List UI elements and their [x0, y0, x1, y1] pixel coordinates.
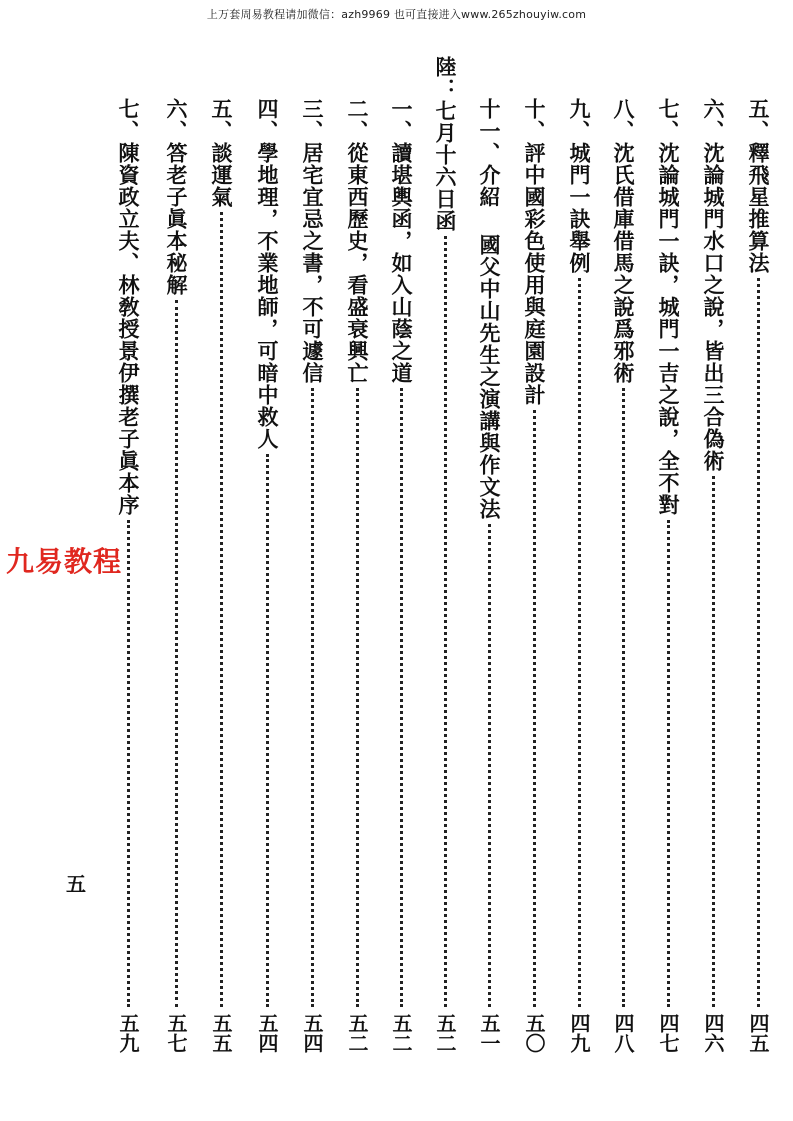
- toc-entry: [161, 98, 191, 1053]
- toc-page-ref: 四七: [656, 1013, 680, 1053]
- watermark-logo: 九易教程: [6, 545, 123, 578]
- toc-page-ref: 五一: [477, 1013, 501, 1053]
- toc-entry-title: 十一、介紹 國父中山先生之演講與作文法: [477, 98, 502, 520]
- dot-leader: [712, 476, 715, 1007]
- toc-page-ref: 四六: [701, 1013, 725, 1053]
- dot-leader: [175, 300, 178, 1007]
- toc-page-ref: 五四: [255, 1013, 279, 1053]
- dot-leader: [444, 236, 447, 1007]
- toc-page-ref: 四五: [746, 1013, 770, 1053]
- page-number: 五: [66, 872, 86, 896]
- toc-entry: [252, 98, 282, 1053]
- toc-entry-title: 一、讀堪輿函，如入山蔭之道: [389, 98, 414, 384]
- toc-entry-title: 七、陳資政立夫、林敎授景伊撰老子眞本序: [116, 98, 141, 516]
- toc-entry-title: 二、從東西歷史，看盛衰興亡: [345, 98, 370, 384]
- dot-leader: [488, 524, 491, 1007]
- dot-leader: [622, 388, 625, 1007]
- dot-leader: [400, 388, 403, 1007]
- toc-page-ref: 四八: [611, 1013, 635, 1053]
- toc-entry-title: 十、評中國彩色使用與庭園設計: [522, 98, 547, 406]
- toc-page-ref: 四九: [567, 1013, 591, 1053]
- toc-page-ref: 五二: [389, 1013, 413, 1053]
- toc-entry: [608, 98, 638, 1053]
- toc-entry: [342, 98, 372, 1053]
- toc-entry-title: 三、居宅宜忌之書，不可遽信: [300, 98, 325, 384]
- toc-entry-title: 八、沈氏借庫借馬之說爲邪術: [611, 98, 636, 384]
- toc-page-ref: 五二: [433, 1013, 457, 1053]
- toc-entry: [206, 98, 236, 1053]
- header-banner: 上万套周易教程请加微信：azh9969 也可直接进入www.265zhouyiw.com: [206, 8, 587, 21]
- toc-page-ref: 五九: [116, 1013, 140, 1053]
- dot-leader: [667, 520, 670, 1007]
- toc-page-ref: 五五: [209, 1013, 233, 1053]
- toc-entry: [386, 98, 416, 1053]
- toc-page-ref: 五〇: [522, 1013, 546, 1053]
- dot-leader: [578, 278, 581, 1007]
- dot-leader: [533, 410, 536, 1007]
- toc-chapter-heading: [430, 56, 460, 1053]
- toc-page-ref: 五四: [300, 1013, 324, 1053]
- toc-entry: [698, 98, 728, 1053]
- toc-entry: [297, 98, 327, 1053]
- toc-entry: [113, 98, 143, 1053]
- toc-entry-title: 九、城門一訣舉例: [567, 98, 592, 274]
- toc-page-ref: 五七: [164, 1013, 188, 1053]
- toc-entry-title: 陸：七月十六日函: [433, 56, 458, 232]
- toc-entry: [653, 98, 683, 1053]
- toc-page-ref: 五二: [345, 1013, 369, 1053]
- toc-entry-title: 七、沈論城門一訣，城門一吉之說，全不對: [656, 98, 681, 516]
- dot-leader: [356, 388, 359, 1007]
- dot-leader: [127, 520, 130, 1007]
- toc-entry-title: 四、學地理，不業地師，可暗中救人: [255, 98, 280, 450]
- dot-leader: [266, 454, 269, 1007]
- dot-leader: [311, 388, 314, 1007]
- dot-leader: [757, 278, 760, 1007]
- toc-entry: [474, 98, 504, 1053]
- toc-entry-title: 六、沈論城門水口之說，皆出三合偽術: [701, 98, 726, 472]
- toc-entry: [564, 98, 594, 1053]
- toc-entry: [743, 98, 773, 1053]
- dot-leader: [220, 212, 223, 1007]
- toc-entry-title: 五、談運氣: [209, 98, 234, 208]
- toc-entry-title: 五、釋飛星推算法: [746, 98, 771, 274]
- toc-entry: [519, 98, 549, 1053]
- toc-entry-title: 六、答老子眞本秘解: [164, 98, 189, 296]
